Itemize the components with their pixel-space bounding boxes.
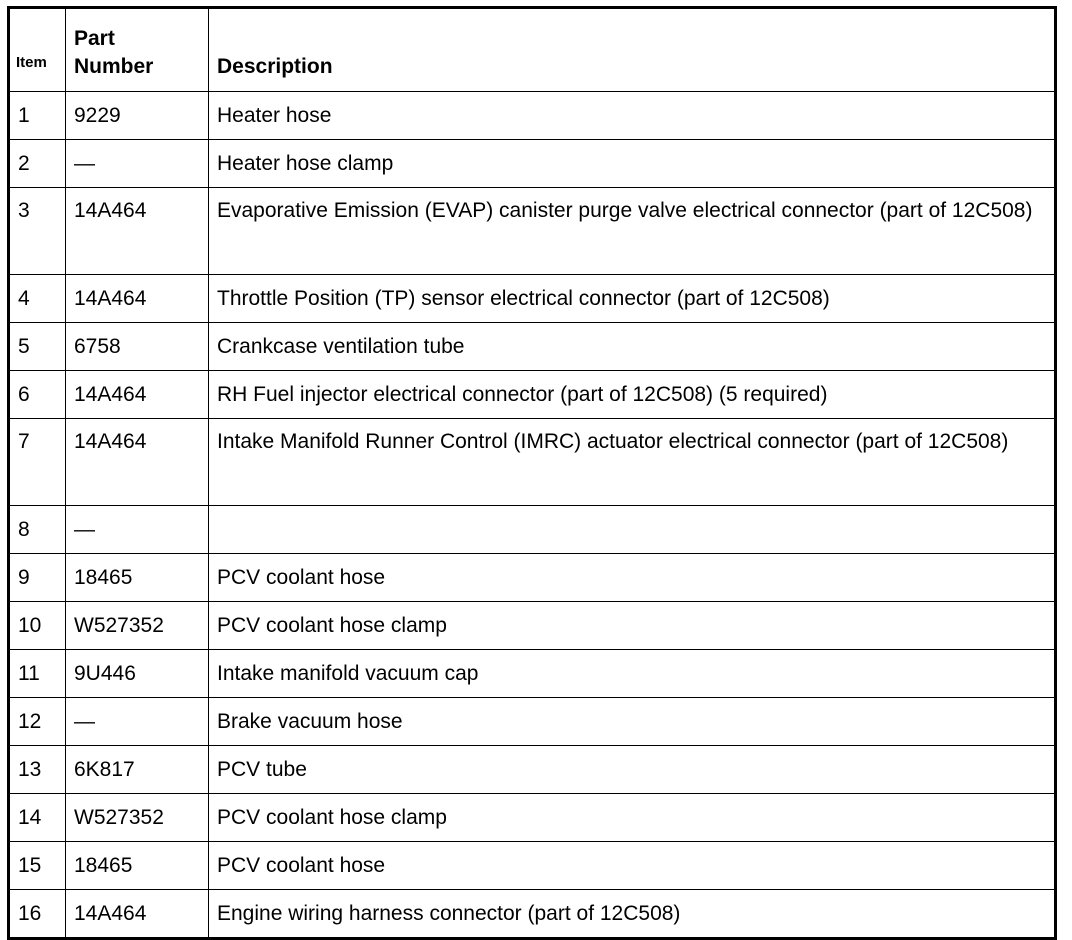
table-row bbox=[9, 188, 1056, 275]
table-row bbox=[9, 323, 1056, 371]
table-row bbox=[9, 890, 1056, 939]
item-cell: 13 bbox=[9, 746, 66, 794]
description-cell: RH Fuel injector electrical connector (part of 12C508) (5 required) bbox=[209, 371, 1056, 419]
part-number-cell: 14A464 bbox=[66, 188, 209, 275]
header-part-line2: Number bbox=[74, 55, 154, 78]
part-number-cell: 6K817 bbox=[66, 746, 209, 794]
header-item: Item bbox=[9, 8, 66, 92]
table-row bbox=[9, 371, 1056, 419]
description-cell: PCV coolant hose clamp bbox=[209, 794, 1056, 842]
item-cell: 2 bbox=[9, 140, 66, 188]
table-row bbox=[9, 554, 1056, 602]
item-cell: 10 bbox=[9, 602, 66, 650]
description-cell: Intake Manifold Runner Control (IMRC) actuator electrical connector (part of 12C508) bbox=[209, 419, 1056, 506]
part-number-cell: W527352 bbox=[66, 794, 209, 842]
description-cell bbox=[209, 506, 1056, 554]
part-number-cell: 14A464 bbox=[66, 890, 209, 939]
item-cell: 6 bbox=[9, 371, 66, 419]
part-number-cell: 14A464 bbox=[66, 371, 209, 419]
part-number-cell: — bbox=[66, 506, 209, 554]
header-row bbox=[9, 8, 1056, 92]
description-cell: Evaporative Emission (EVAP) canister purge valve electrical connector (part of 12C508) bbox=[209, 188, 1056, 275]
header-description: Description bbox=[209, 8, 1056, 92]
item-cell: 9 bbox=[9, 554, 66, 602]
item-cell: 16 bbox=[9, 890, 66, 939]
item-cell: 12 bbox=[9, 698, 66, 746]
table-row bbox=[9, 419, 1056, 506]
description-cell: Intake manifold vacuum cap bbox=[209, 650, 1056, 698]
part-number-cell: 14A464 bbox=[66, 275, 209, 323]
parts-table bbox=[7, 6, 1057, 940]
part-number-cell: 6758 bbox=[66, 323, 209, 371]
description-cell: PCV tube bbox=[209, 746, 1056, 794]
item-cell: 7 bbox=[9, 419, 66, 506]
item-cell: 14 bbox=[9, 794, 66, 842]
item-cell: 4 bbox=[9, 275, 66, 323]
table-row bbox=[9, 92, 1056, 140]
description-cell: Throttle Position (TP) sensor electrical connector (part of 12C508) bbox=[209, 275, 1056, 323]
part-number-cell: — bbox=[66, 140, 209, 188]
table-row bbox=[9, 794, 1056, 842]
table-row bbox=[9, 650, 1056, 698]
table-row bbox=[9, 698, 1056, 746]
item-cell: 5 bbox=[9, 323, 66, 371]
table-row bbox=[9, 140, 1056, 188]
item-cell: 15 bbox=[9, 842, 66, 890]
table-row bbox=[9, 602, 1056, 650]
description-cell: Brake vacuum hose bbox=[209, 698, 1056, 746]
part-number-cell: 14A464 bbox=[66, 419, 209, 506]
item-cell: 1 bbox=[9, 92, 66, 140]
item-cell: 3 bbox=[9, 188, 66, 275]
description-cell: PCV coolant hose bbox=[209, 554, 1056, 602]
description-cell: Crankcase ventilation tube bbox=[209, 323, 1056, 371]
part-number-cell: 18465 bbox=[66, 554, 209, 602]
part-number-cell: — bbox=[66, 698, 209, 746]
description-cell: PCV coolant hose bbox=[209, 842, 1056, 890]
description-cell: Engine wiring harness connector (part of 12C508) bbox=[209, 890, 1056, 939]
part-number-cell: 18465 bbox=[66, 842, 209, 890]
description-cell: Heater hose bbox=[209, 92, 1056, 140]
header-part-line1: Part bbox=[74, 27, 115, 50]
description-cell: PCV coolant hose clamp bbox=[209, 602, 1056, 650]
part-number-cell: W527352 bbox=[66, 602, 209, 650]
description-cell: Heater hose clamp bbox=[209, 140, 1056, 188]
header-part-number bbox=[66, 8, 209, 92]
table-row bbox=[9, 506, 1056, 554]
table-row bbox=[9, 275, 1056, 323]
part-number-cell: 9229 bbox=[66, 92, 209, 140]
table-row bbox=[9, 842, 1056, 890]
table-row bbox=[9, 746, 1056, 794]
item-cell: 11 bbox=[9, 650, 66, 698]
part-number-cell: 9U446 bbox=[66, 650, 209, 698]
item-cell: 8 bbox=[9, 506, 66, 554]
